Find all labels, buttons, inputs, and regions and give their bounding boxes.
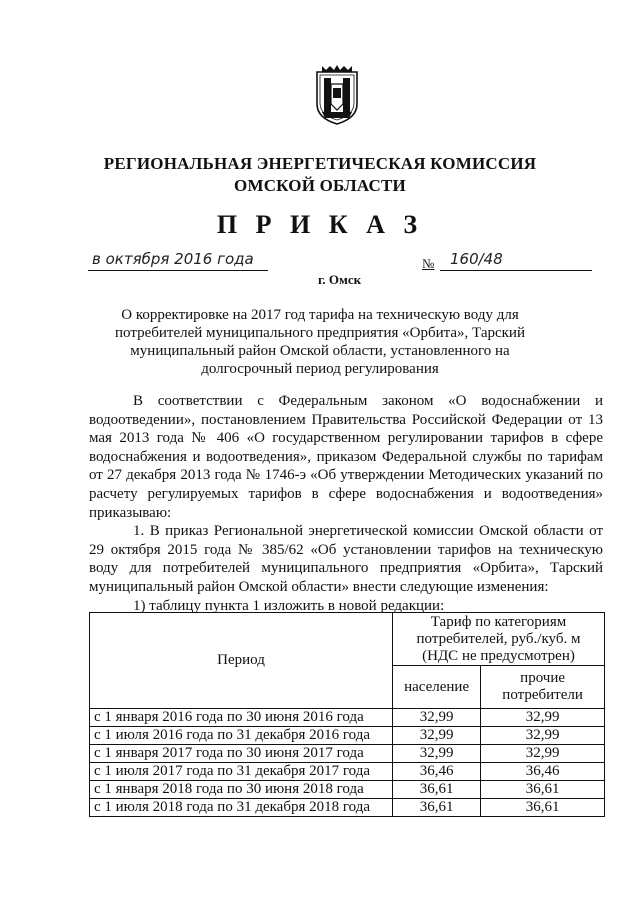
- date-handwritten: в октября 2016 года: [92, 250, 254, 268]
- subject-line: О корректировке на 2017 год тарифа на техническую воду для: [121, 307, 519, 323]
- row-other: 36,46: [481, 763, 605, 781]
- row-other: 32,99: [481, 745, 605, 763]
- coat-of-arms-icon: [314, 64, 360, 126]
- number-underline: [440, 270, 592, 271]
- subject-line: муниципальный район Омской области, установленного на: [130, 343, 510, 359]
- subject-line: долгосрочный период регулирования: [201, 361, 439, 377]
- header-other: прочие потребители: [481, 666, 605, 709]
- header-tariff: Тариф по категориям потребителей, руб./куб. м (НДС не предусмотрен): [393, 613, 605, 666]
- row-period: с 1 января 2017 года по 30 июня 2017 года: [90, 745, 393, 763]
- paragraph-item-1: 1. В приказ Региональной энергетической комиссии Омской области от 29 октября 2015 года № 385/62 «Об установлении тарифов на техническую воду для потребителей муниципального предприятия «Орбита», Тарский муниципальный район Омской области» внести следующие изменения:: [89, 523, 603, 595]
- order-subject: [100, 306, 540, 378]
- row-other: 32,99: [481, 709, 605, 727]
- row-population: 32,99: [393, 709, 481, 727]
- row-period: с 1 июля 2016 года по 31 декабря 2016 года: [90, 727, 393, 745]
- table-row: [90, 799, 605, 817]
- header-period: Период: [90, 613, 393, 709]
- table-row: [90, 727, 605, 745]
- row-other: 36,61: [481, 781, 605, 799]
- number-handwritten: 160/48: [450, 250, 503, 268]
- row-population: 36,46: [393, 763, 481, 781]
- row-other: 36,61: [481, 799, 605, 817]
- document-type: П Р И К А З: [216, 210, 424, 239]
- order-body: [89, 392, 603, 615]
- org-title-line1: РЕГИОНАЛЬНАЯ ЭНЕРГЕТИЧЕСКАЯ КОМИССИЯ: [103, 154, 537, 173]
- city: г. Омск: [318, 272, 362, 287]
- paragraph-subitem-1: 1) таблицу пункта 1 изложить в новой редакции:: [133, 597, 445, 614]
- table-row: [90, 763, 605, 781]
- row-other: 32,99: [481, 727, 605, 745]
- row-period: с 1 января 2016 года по 30 июня 2016 года: [90, 709, 393, 727]
- org-title-line2: ОМСКОЙ ОБЛАСТИ: [234, 176, 406, 195]
- row-population: 36,61: [393, 799, 481, 817]
- table-row: [90, 781, 605, 799]
- paragraph-preamble: В соответствии с Федеральным законом «О водоснабжении и водоотведении», постановлением Правительства Российской Федерации от 13 мая 2013 года № 406 «О государственном регулировании тарифов в сфере водоснабжения и водоотведения», приказом Федеральной службы по тарифам от 27 декабря 2013 года № 1746-э «Об утверждении Методических указаний по расчету регулируемых тарифов в сфере водоснабжения и водоотведения» приказываю:: [89, 393, 603, 521]
- table-row: [90, 709, 605, 727]
- row-population: 32,99: [393, 727, 481, 745]
- row-population: 32,99: [393, 745, 481, 763]
- date-underline: [88, 270, 268, 271]
- row-period: с 1 июля 2017 года по 31 декабря 2017 года: [90, 763, 393, 781]
- row-population: 36,61: [393, 781, 481, 799]
- subject-line: потребителей муниципального предприятия «Орбита», Тарский: [115, 325, 525, 341]
- tariff-table: [89, 612, 605, 817]
- row-period: с 1 июля 2018 года по 31 декабря 2018 года: [90, 799, 393, 817]
- number-label: №: [422, 256, 435, 271]
- row-period: с 1 января 2018 года по 30 июня 2018 года: [90, 781, 393, 799]
- table-row: [90, 745, 605, 763]
- header-population: население: [393, 666, 481, 709]
